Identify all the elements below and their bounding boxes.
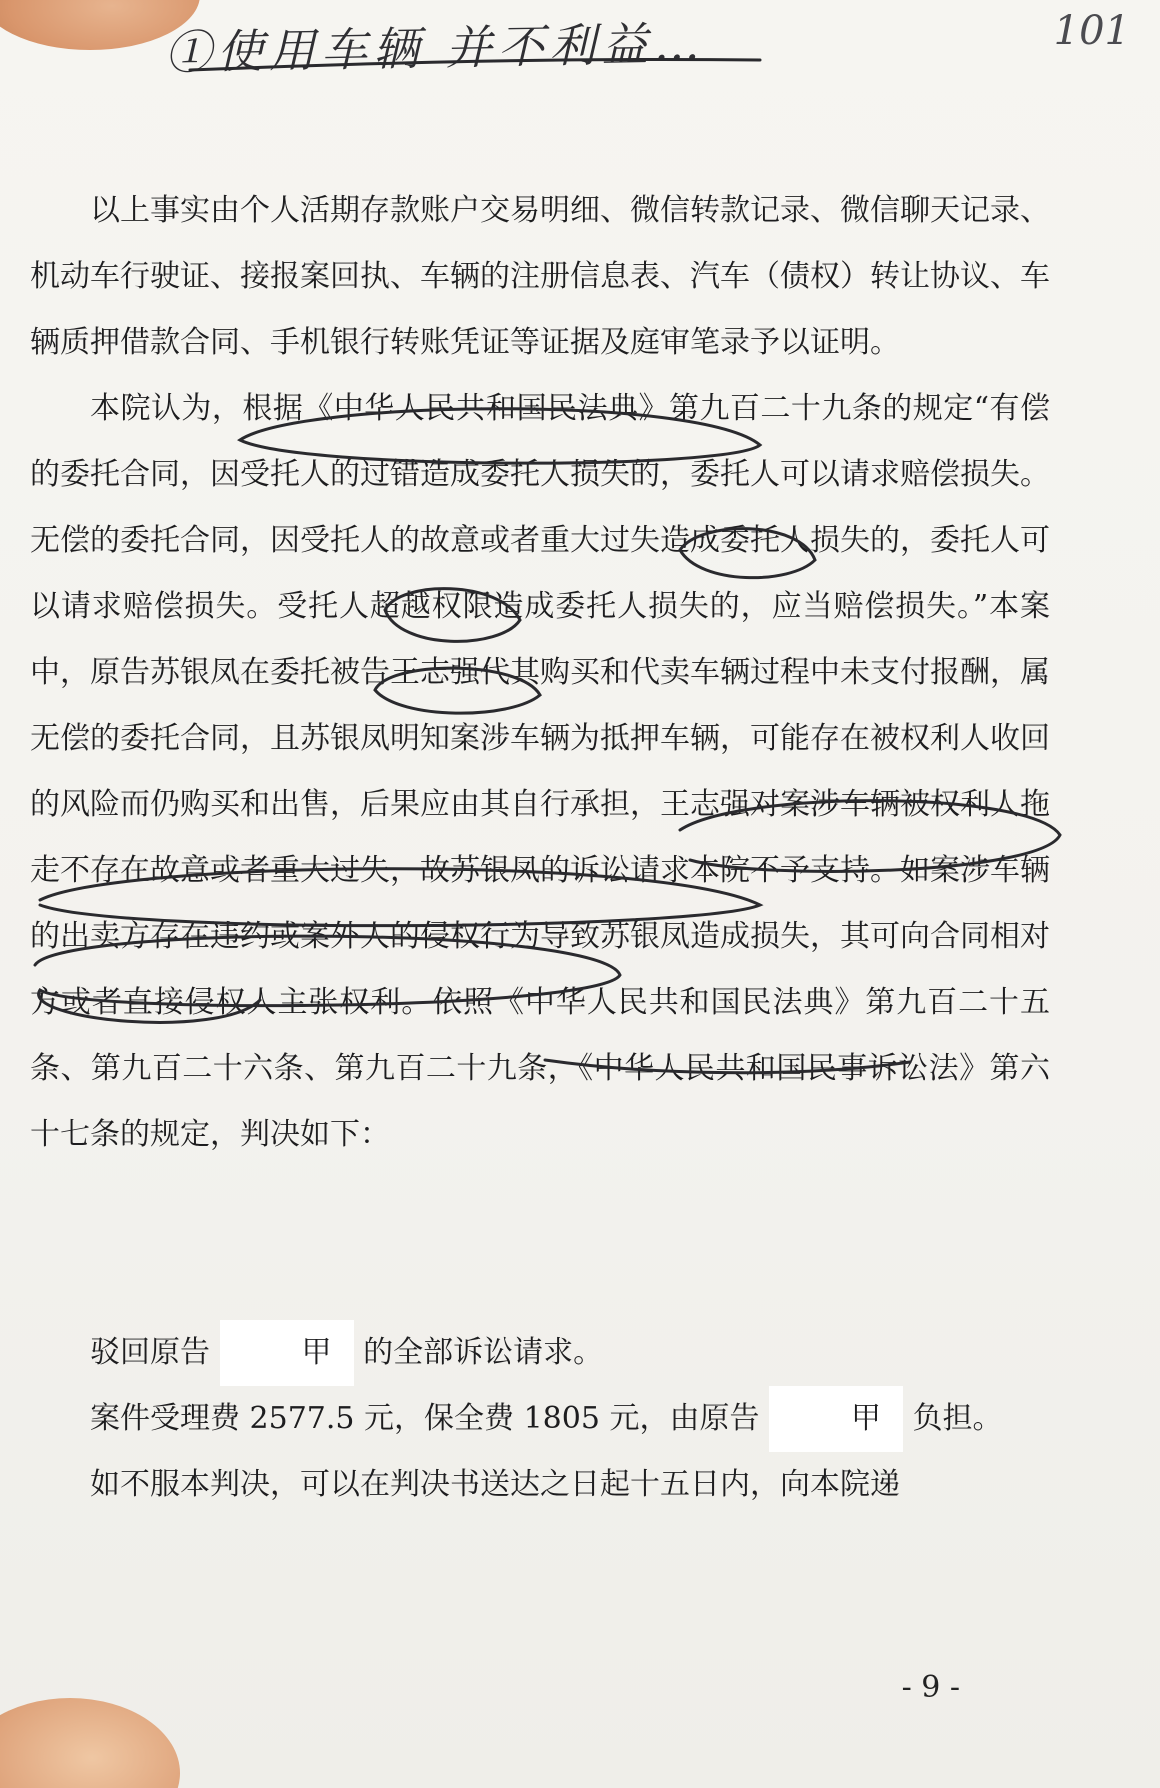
- judgment-line-2: [30, 1386, 1050, 1452]
- judgment-line-3: 如不服本判决，可以在判决书送达之日起十五日内，向本院递: [90, 1467, 900, 1502]
- paragraph-evidence: 以上事实由个人活期存款账户交易明细、微信转款记录、微信聊天记录、机动车行驶证、接报案回执、车辆的注册信息表、汽车（债权）转让协议、车辆质押借款合同、手机银行转账凭证等证据及庭审笔录予以证明。: [30, 193, 1050, 360]
- judgment-line-2-before: 案件受理费 2577.5 元，保全费 1805 元，由原告: [90, 1401, 760, 1436]
- handwritten-note: ①使用车辆 并不利益…: [164, 16, 707, 80]
- judgment-body: [30, 178, 1050, 1168]
- handwritten-page-number: 101: [1053, 8, 1130, 54]
- finger-bottom-left: [0, 1698, 180, 1788]
- paragraph-reasoning: 本院认为，根据《中华人民共和国民法典》第九百二十九条的规定“有偿的委托合同，因受托人的过错造成委托人损失的，委托人可以请求赔偿损失。无偿的委托合同，因受托人的故意或者重大过失造成委托人损失的，委托人可以请求赔偿损失。受托人超越权限造成委托人损失的，应当赔偿损失。”本案中，原告苏银凤在委托被告王志强代其购买和代卖车辆过程中未支付报酬，属无偿的委托合同，且苏银凤明知案涉车辆为抵押车辆，可能存在被权利人收回的风险而仍购买和出售，后果应由其自行承担，王志强对案涉车辆被权利人拖走不存在故意或者重大过失，故苏银凤的诉讼请求本院不予支持。如案涉车辆的出卖方存在违约或案外人的侵权行为导致苏银凤造成损失，其可向合同相对方或者直接侵权人主张权利。依照《中华人民共和国民法典》第九百二十五条、第九百二十六条、第九百二十九条，《中华人民共和国民事诉讼法》第六十七条的规定，判决如下：: [30, 391, 1050, 1152]
- judgment-line-1: [30, 1320, 1050, 1386]
- judgment-result: [30, 1320, 1050, 1518]
- redacted-plaintiff-name-2: 甲: [769, 1386, 903, 1452]
- judgment-line-2-after: 负担。: [912, 1401, 1003, 1436]
- redacted-plaintiff-name: 甲: [220, 1320, 354, 1386]
- page-number: - 9 -: [901, 1670, 960, 1705]
- judgment-line-1-before: 驳回原告: [90, 1335, 210, 1370]
- judgment-line-1-after: 的全部诉讼请求。: [363, 1335, 604, 1370]
